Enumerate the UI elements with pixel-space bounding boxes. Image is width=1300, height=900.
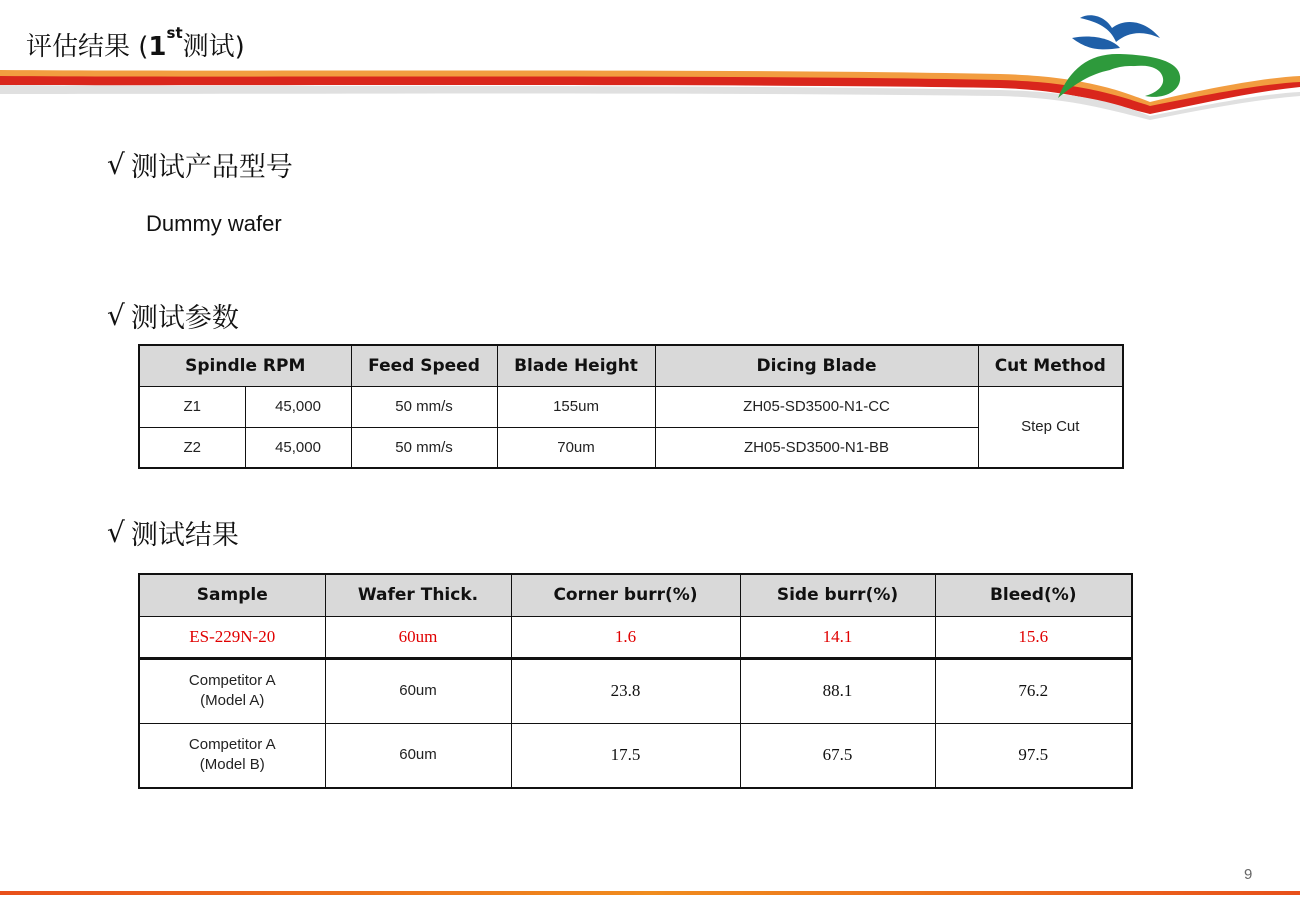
side-burr-cell: 67.5 bbox=[740, 723, 935, 788]
column-header: Blade Height bbox=[497, 345, 655, 386]
wafer-thick-cell: 60um bbox=[325, 658, 511, 723]
dicing-blade-cell: ZH05-SD3500-N1-CC bbox=[655, 386, 978, 427]
blade-height-cell: 155um bbox=[497, 386, 655, 427]
table-header-row bbox=[139, 574, 1132, 616]
check-mark-icon: √ bbox=[107, 148, 125, 181]
test-parameters-table bbox=[138, 344, 1124, 469]
blade-height-cell: 70um bbox=[497, 427, 655, 468]
params-heading: √ 测试参数 bbox=[107, 299, 239, 334]
sample-cell: Competitor A (Model B) bbox=[139, 723, 325, 788]
footer-divider bbox=[0, 891, 1300, 895]
column-header: Side burr(%) bbox=[740, 574, 935, 616]
corner-burr-cell: 1.6 bbox=[511, 616, 740, 658]
company-logo bbox=[1050, 8, 1190, 108]
wafer-thick-cell: 60um bbox=[325, 616, 511, 658]
table-row bbox=[139, 427, 1123, 468]
dicing-blade-cell: ZH05-SD3500-N1-BB bbox=[655, 427, 978, 468]
bleed-cell: 15.6 bbox=[935, 616, 1132, 658]
check-mark-icon: √ bbox=[107, 299, 125, 332]
feed-speed-cell: 50 mm/s bbox=[351, 427, 497, 468]
results-heading: √ 测试结果 bbox=[107, 516, 239, 551]
corner-burr-cell: 23.8 bbox=[511, 658, 740, 723]
side-burr-cell: 14.1 bbox=[740, 616, 935, 658]
feed-speed-cell: 50 mm/s bbox=[351, 386, 497, 427]
cut-method-cell: Step Cut bbox=[978, 386, 1123, 468]
page-number: 9 bbox=[1244, 866, 1253, 883]
column-header: Feed Speed bbox=[351, 345, 497, 386]
sample-cell: ES-229N-20 bbox=[139, 616, 325, 658]
bleed-cell: 97.5 bbox=[935, 723, 1132, 788]
rpm-cell: 45,000 bbox=[245, 386, 351, 427]
column-header: Bleed(%) bbox=[935, 574, 1132, 616]
slide-title: 评估结果 (1st测试) bbox=[26, 24, 245, 62]
wafer-thick-cell: 60um bbox=[325, 723, 511, 788]
column-header: Spindle RPM bbox=[139, 345, 351, 386]
table-row bbox=[139, 723, 1132, 788]
spindle-cell: Z1 bbox=[139, 386, 245, 427]
bleed-cell: 76.2 bbox=[935, 658, 1132, 723]
column-header: Wafer Thick. bbox=[325, 574, 511, 616]
product-value: Dummy wafer bbox=[146, 211, 282, 236]
test-results-table bbox=[138, 573, 1133, 789]
table-row-highlighted bbox=[139, 616, 1132, 658]
table-header-row bbox=[139, 345, 1123, 386]
table-row bbox=[139, 658, 1132, 723]
table-row bbox=[139, 386, 1123, 427]
column-header: Dicing Blade bbox=[655, 345, 978, 386]
corner-burr-cell: 17.5 bbox=[511, 723, 740, 788]
rpm-cell: 45,000 bbox=[245, 427, 351, 468]
column-header: Cut Method bbox=[978, 345, 1123, 386]
spindle-cell: Z2 bbox=[139, 427, 245, 468]
column-header: Corner burr(%) bbox=[511, 574, 740, 616]
check-mark-icon: √ bbox=[107, 516, 125, 549]
sample-cell: Competitor A (Model A) bbox=[139, 658, 325, 723]
column-header: Sample bbox=[139, 574, 325, 616]
product-heading: √ 测试产品型号 bbox=[107, 148, 293, 183]
side-burr-cell: 88.1 bbox=[740, 658, 935, 723]
